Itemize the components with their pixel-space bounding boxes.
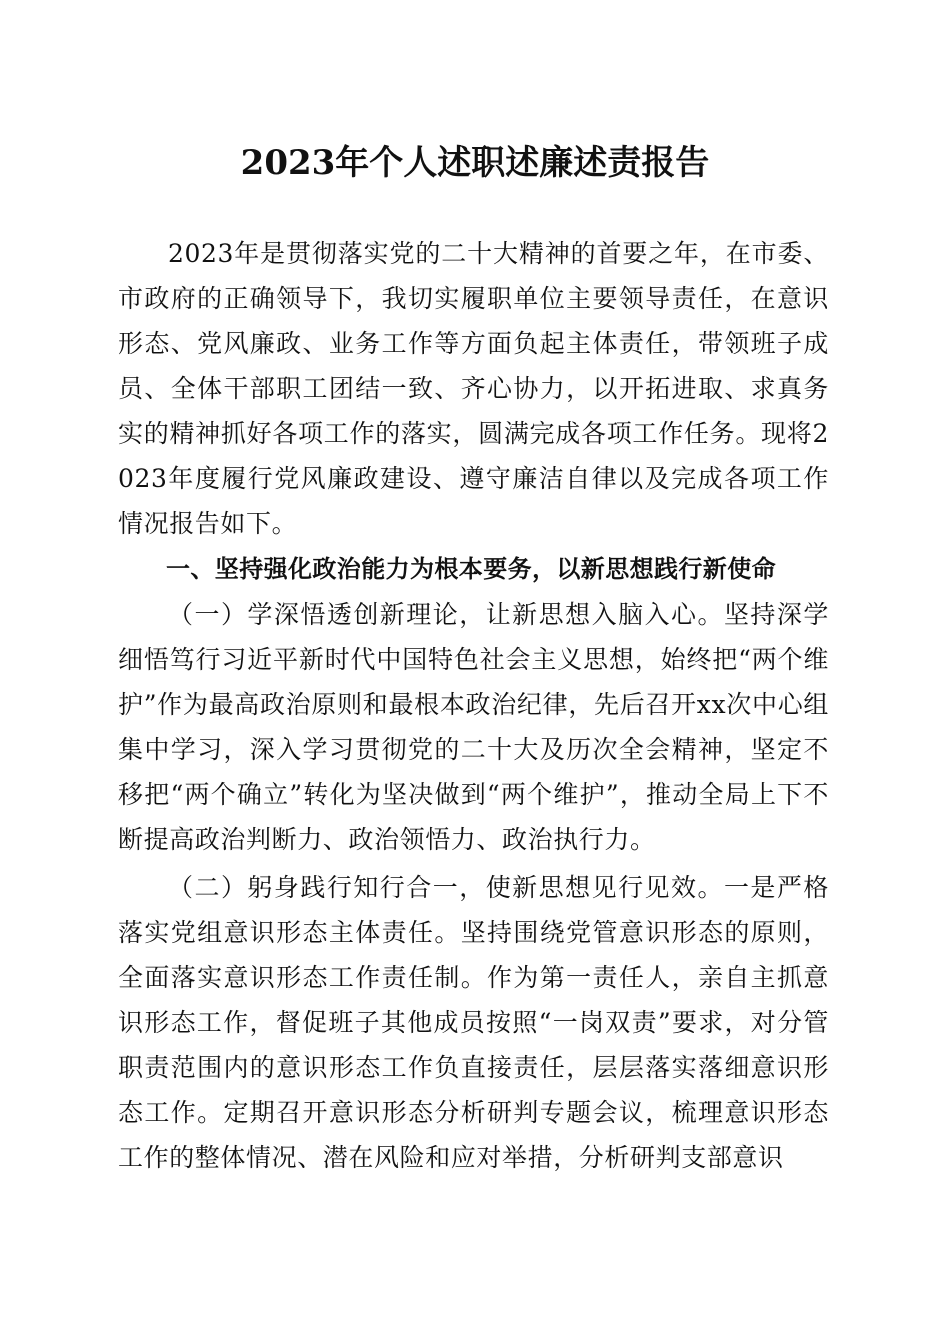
- subsection-paragraph-2: （二）躬身践行知行合一，使新思想见行见效。一是严格落实党组意识形态主体责任。坚持围绕党管意识形态的原则，全面落实意识形态工作责任制。作为第一责任人，亲自主抓意识形态工作，督促班子其他成员按照“一岗双责”要求，对分管职责范围内的意识形态工作负直接责任，层层落实落细意识形态工作。定期召开意识形态分析研判专题会议，梳理意识形态工作的整体情况、潜在风险和应对举措，分析研判支部意识: [118, 873, 829, 1172]
- document-title: 2023年个人述职述廉述责报告: [240, 143, 710, 183]
- document-body: [118, 231, 829, 1180]
- intro-paragraph: 2023年是贯彻落实党的二十大精神的首要之年，在市委、市政府的正确领导下，我切实履职单位主要领导责任，在意识形态、党风廉政、业务工作等方面负起主体责任，带领班子成员、全体干部职工团结一致、齐心协力，以开拓进取、求真务实的精神抓好各项工作的落实，圆满完成各项工作任务。现将2023年度履行党风廉政建设、遵守廉洁自律以及完成各项工作情况报告如下。: [118, 239, 829, 538]
- section-heading-1: 一、坚持强化政治能力为根本要务，以新思想践行新使命: [166, 555, 776, 583]
- subsection-paragraph-1: （一）学深悟透创新理论，让新思想入脑入心。坚持深学细悟笃行习近平新时代中国特色社会主义思想，始终把“两个维护”作为最高政治原则和最根本政治纪律，先后召开xx次中心组集中学习，深入学习贯彻党的二十大及历次全会精神，坚定不移把“两个确立”转化为坚决做到“两个维护”，推动全局上下不断提高政治判断力、政治领悟力、政治执行力。: [118, 600, 829, 854]
